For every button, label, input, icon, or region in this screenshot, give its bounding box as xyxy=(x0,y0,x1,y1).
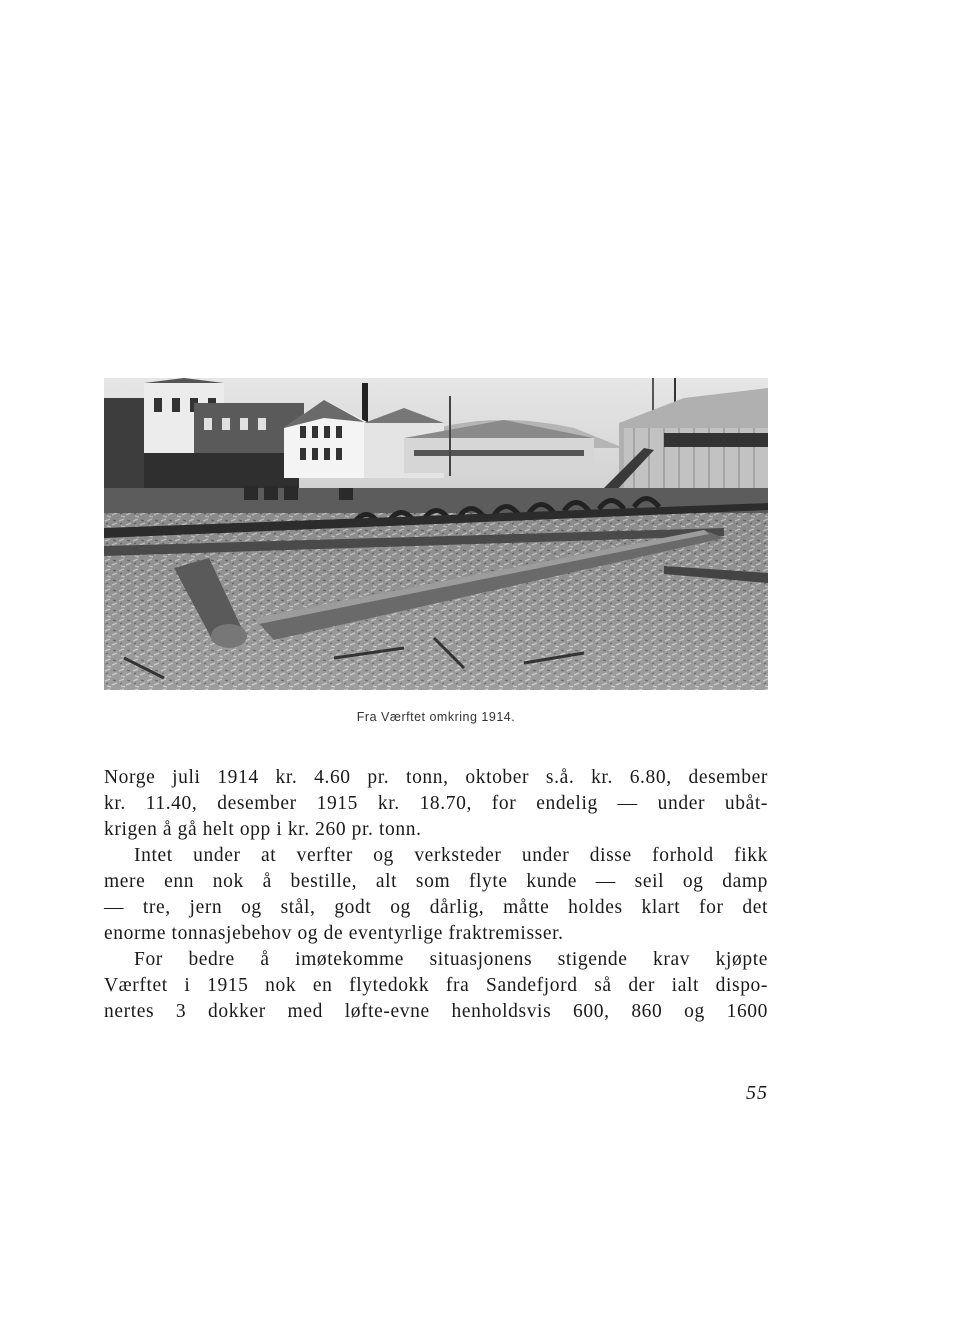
body-text xyxy=(104,765,768,1025)
text-line: Værftet i 1915 nok en flytedokk fra Sandefjord så der ialt dispo- xyxy=(104,975,768,996)
text-line: For bedre å imøtekomme situasjonens stigende krav kjøpte xyxy=(134,949,768,970)
text-line: krigen å gå helt opp i kr. 260 pr. tonn. xyxy=(104,819,422,840)
shipyard-photo xyxy=(104,378,768,690)
text-line: kr. 11.40, desember 1915 kr. 18.70, for endelig — under ubåt- xyxy=(104,793,768,814)
text-line: mere enn nok å bestille, alt som flyte kunde — seil og damp xyxy=(104,871,768,892)
photo-caption: Fra Værftet omkring 1914. xyxy=(356,710,516,724)
text-line: enorme tonnasjebehov og de eventyrlige fraktremisser. xyxy=(104,923,564,944)
page-number: 55 xyxy=(746,1082,768,1104)
text-line: — tre, jern og stål, godt og dårlig, måtte holdes klart for det xyxy=(104,897,768,918)
text-line: nertes 3 dokker med løfte-evne henholdsvis 600, 860 og 1600 xyxy=(104,1001,768,1022)
text-line: Norge juli 1914 kr. 4.60 pr. tonn, oktober s.å. kr. 6.80, desember xyxy=(104,767,768,788)
text-line: Intet under at verfter og verksteder under disse forhold fikk xyxy=(134,845,768,866)
